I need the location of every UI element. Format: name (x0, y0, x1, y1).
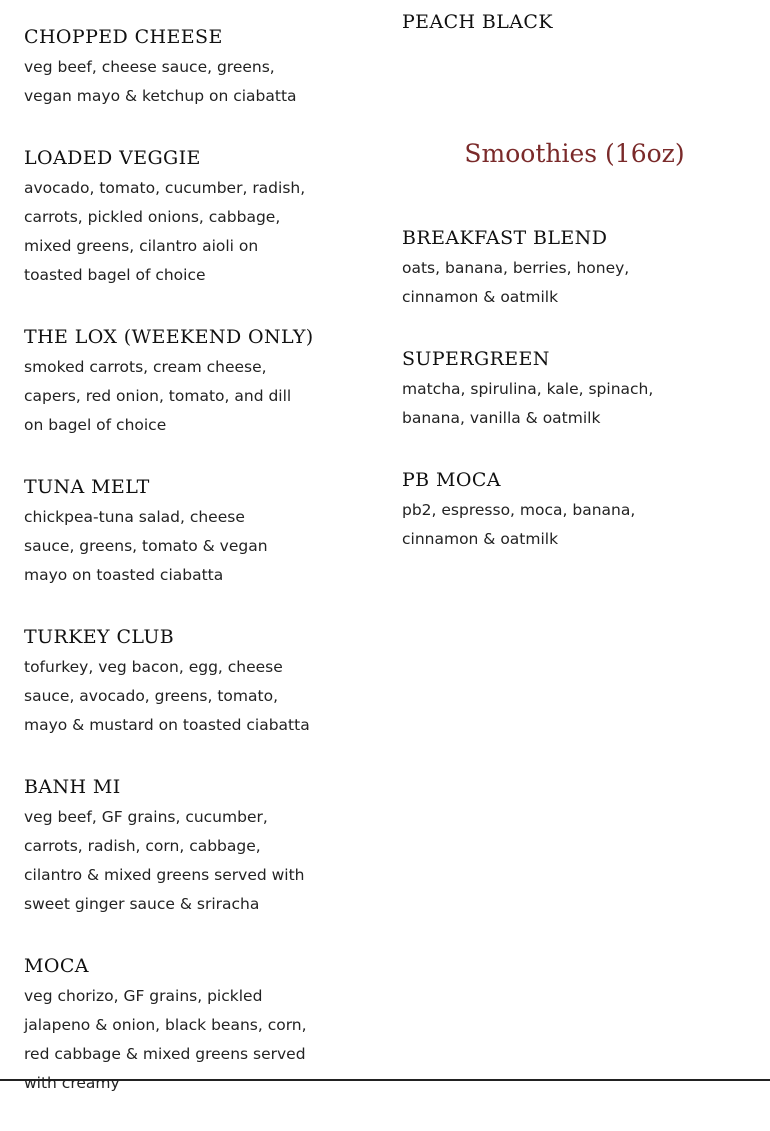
menu-item-chopped-cheese (24, 23, 324, 111)
section-title-smoothies: Smoothies (16oz) (464, 139, 685, 168)
menu-item-loaded-veggie (24, 144, 324, 290)
menu-item-supergreen (402, 345, 712, 433)
item-name: TUNA MELT (24, 476, 150, 498)
item-name: TURKEY CLUB (24, 626, 175, 648)
item-description: veg chorizo, GF grains, pickled jalapeno & onion, black beans, corn, red cabbage & mixed greens served with creamy (24, 987, 307, 1092)
menu-item-banh-mi (24, 773, 324, 919)
item-name: LOADED VEGGIE (24, 147, 201, 169)
item-description: smoked carrots, cream cheese, capers, red onion, tomato, and dill on bagel of choice (24, 358, 292, 434)
item-name: PEACH BLACK (402, 11, 553, 33)
item-description: matcha, spirulina, kale, spinach, banana, vanilla & oatmilk (402, 380, 654, 427)
menu-item-turkey-club (24, 623, 324, 740)
menu-item-breakfast-blend (402, 224, 712, 312)
item-name: BREAKFAST BLEND (402, 227, 608, 249)
left-column (24, 23, 324, 1131)
menu-item-peach-black (402, 8, 712, 138)
menu-item-pb-moca (402, 466, 712, 554)
item-description: pb2, espresso, moca, banana, cinnamon & oatmilk (402, 501, 636, 548)
right-column (402, 8, 712, 587)
item-description: oats, banana, berries, honey, cinnamon & oatmilk (402, 259, 630, 306)
menu-item-the-lox (24, 323, 324, 440)
item-description: chickpea-tuna salad, cheese sauce, greens, tomato & vegan mayo on toasted ciabatta (24, 508, 268, 584)
item-name: SUPERGREEN (402, 348, 550, 370)
item-name: MOCA (24, 955, 89, 977)
item-description: veg beef, cheese sauce, greens, vegan mayo & ketchup on ciabatta (24, 58, 297, 105)
item-description: tofurkey, veg bacon, egg, cheese sauce, avocado, greens, tomato, mayo & mustard on toasted ciabatta (24, 658, 310, 734)
item-name: CHOPPED CHEESE (24, 26, 223, 48)
menu-item-tuna-melt (24, 473, 324, 590)
item-name: PB MOCA (402, 469, 501, 491)
item-description: veg beef, GF grains, cucumber, carrots, radish, corn, cabbage, cilantro & mixed greens served with sweet ginger sauce & sriracha (24, 808, 305, 913)
item-description: avocado, tomato, cucumber, radish, carrots, pickled onions, cabbage, mixed greens, cilantro aioli on toasted bagel of choice (24, 179, 306, 284)
menu-item-moca (24, 952, 324, 1098)
item-name: THE LOX (WEEKEND ONLY) (24, 326, 314, 348)
item-name: BANH MI (24, 776, 121, 798)
